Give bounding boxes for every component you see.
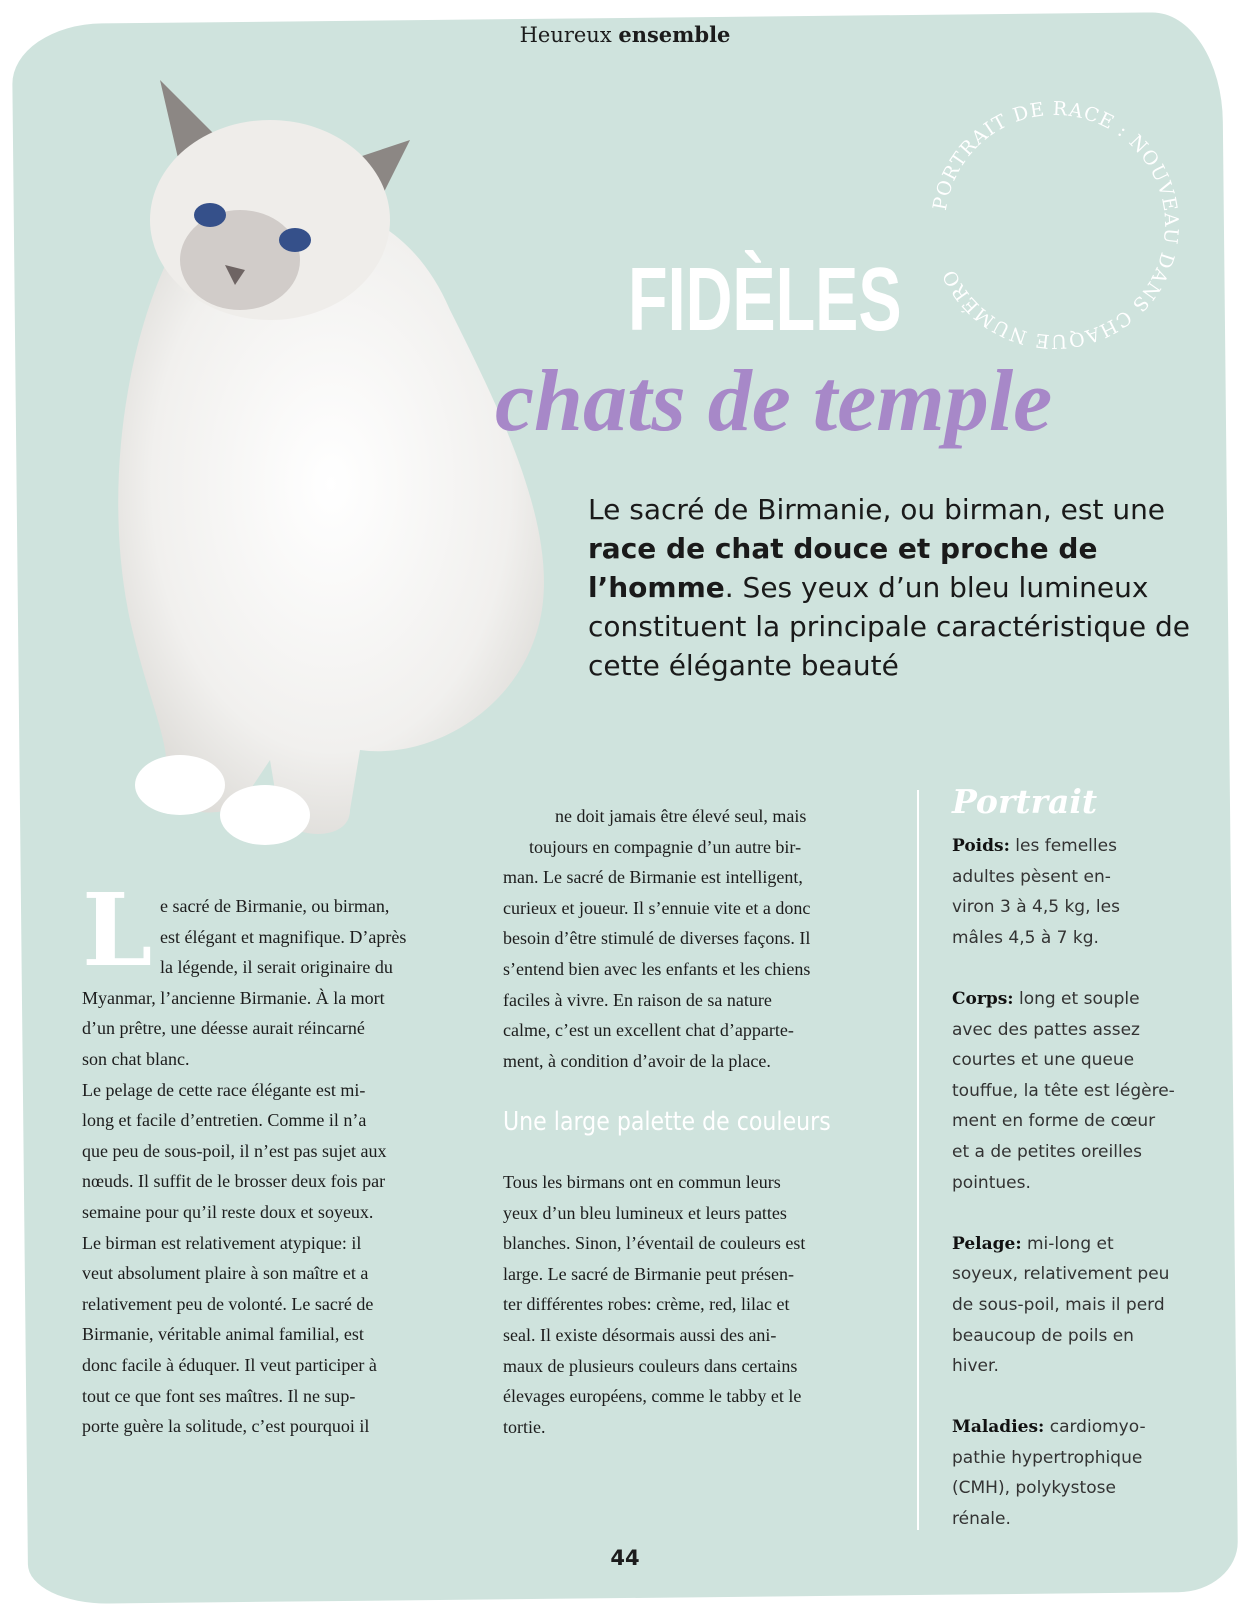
text-line: s’entend bien avec les enfants et les chiens (503, 958, 811, 979)
text-line: Le pelage de cette race élégante est mi- (82, 1079, 366, 1100)
lead-text-end: . Ses yeux d’un bleu lumineux constituent la principale caractéristique de cette élégante beauté (588, 571, 1190, 682)
fact-line (952, 892, 1187, 923)
lead-text: Le sacré de Birmanie, ou birman, est une (588, 493, 1166, 526)
fact-line (952, 831, 1187, 862)
text-line: veut absolument plaire à son maître et a (82, 1263, 369, 1284)
text-line: semaine pour qu’il reste doux et soyeux. (82, 1201, 374, 1222)
fact-text: hiver. (952, 1356, 999, 1377)
text-line: que peu de sous-poil, il n’est pas sujet aux (82, 1140, 387, 1161)
subheading: Une large palette de couleurs (503, 1107, 831, 1137)
text-line: faciles à vivre. En raison de sa nature (503, 989, 772, 1010)
fact-label: Pelage: (952, 1233, 1022, 1254)
fact-text: viron 3 à 4,5 kg, les (952, 897, 1120, 918)
fact-text: beaucoup de poils en (952, 1325, 1134, 1346)
text-line: maux de plusieurs couleurs dans certains (503, 1355, 798, 1376)
fact-line (952, 1321, 1187, 1352)
text-line: donc facile à éduquer. Il veut participer à (82, 1354, 377, 1375)
portrait-title: Portrait (952, 782, 1098, 821)
fact-text: les femelles (1009, 836, 1117, 856)
article-column-2 (503, 801, 893, 1076)
badge-text: PORTRAIT DE RACE : NOUVEAU DANS CHAQUE NUMÉRO (928, 97, 1183, 353)
fact-label: Maladies: (952, 1417, 1045, 1438)
text-line: ne doit jamais être élevé seul, mais (555, 806, 807, 826)
fact-line (952, 1443, 1187, 1474)
text-line: blanches. Sinon, l’éventail de couleurs est (503, 1233, 806, 1254)
fact-line (952, 1473, 1187, 1504)
lead-paragraph (588, 490, 1208, 685)
fact-text: touffue, la tête est légère- (952, 1080, 1175, 1101)
text-line: tortie. (503, 1416, 546, 1437)
text-line: e sacré de Birmanie, ou birman, (160, 896, 390, 916)
fact-line (952, 1351, 1187, 1382)
fact-line (952, 862, 1187, 893)
text-line: seal. Il existe désormais aussi des ani- (503, 1324, 777, 1345)
title-line-2: chats de temple (495, 353, 1053, 450)
column-divider (917, 790, 919, 1530)
portrait-facts (952, 831, 1187, 1535)
fact-line (952, 1137, 1187, 1168)
fact-line (952, 1076, 1187, 1107)
text-line: long et facile d’entretien. Comme il n’a (82, 1110, 367, 1131)
fact-text: mi-long et (1021, 1233, 1114, 1254)
text-line: ter différentes robes: crème, red, lilac et (503, 1294, 790, 1315)
fact-line (952, 923, 1187, 954)
fact-line (952, 1168, 1187, 1199)
fact-text: pointues. (952, 1172, 1031, 1193)
svg-text:PORTRAIT DE RACE : NOUVEAU DAN (929, 98, 1182, 352)
fact-label: Poids: (952, 836, 1010, 856)
fact-text: adultes pèsent en- (952, 866, 1111, 887)
text-line: large. Le sacré de Birmanie peut présen- (503, 1263, 795, 1284)
text-line: ment, à condition d’avoir de la place. (503, 1050, 771, 1071)
section-header (0, 22, 1250, 47)
fact-text: mâles 4,5 à 7 kg. (952, 927, 1099, 948)
article-column-1 (82, 871, 472, 1442)
text-line: Tous les birmans ont en commun leurs (503, 1172, 781, 1192)
title-line-1: FIDÈLES (628, 250, 902, 350)
text-line: est élégant et magnifique. D’après (160, 926, 407, 947)
fact-text: ment en forme de cœur (952, 1111, 1156, 1132)
birman-cat-photo (70, 60, 570, 860)
fact-text: de sous-poil, mais il perd (952, 1294, 1165, 1315)
fact-line (952, 1015, 1187, 1046)
text-line: d’un prêtre, une déesse aurait réincarné (82, 1018, 365, 1039)
fact-line (952, 1504, 1187, 1535)
fact-text: soyeux, relativement peu (952, 1264, 1170, 1285)
fact-text: avec des pattes assez (952, 1019, 1140, 1040)
text-line: élevages européens, comme le tabby et le (503, 1386, 802, 1407)
header-normal: Heureux (519, 23, 619, 47)
text-line: relativement peu de volonté. Le sacré de (82, 1293, 374, 1314)
text-line: toujours en compagnie d’un autre bir- (529, 836, 802, 857)
header-bold: ensemble (618, 22, 731, 47)
text-line: man. Le sacré de Birmanie est intelligent, (503, 867, 803, 888)
text-line: Le birman est relativement atypique: il (82, 1232, 362, 1253)
fact-text: rénale. (952, 1509, 1011, 1530)
drop-cap: L (82, 871, 153, 989)
fact-line (952, 1045, 1187, 1076)
fact-line (952, 1259, 1187, 1290)
article-column-2b (503, 1167, 805, 1442)
text-line: yeux d’un bleu lumineux et leurs pattes (503, 1202, 787, 1223)
fact-line (952, 1412, 1187, 1443)
lead-bold: race de chat douce et proche de l’homme (588, 532, 1098, 604)
text-line: son chat blanc. (82, 1048, 190, 1069)
fact-line (952, 1106, 1187, 1137)
fact-line (952, 1290, 1187, 1321)
text-line: tout ce que font ses maîtres. Il ne sup- (82, 1385, 356, 1406)
text-line: besoin d’être stimulé de diverses façons. Il (503, 928, 811, 949)
text-line: nœuds. Il suffit de le brosser deux fois par (82, 1171, 386, 1192)
fact-text: courtes et une queue (952, 1050, 1135, 1071)
fact-line (952, 1229, 1187, 1260)
fact-text: (CMH), polykystose (952, 1478, 1116, 1499)
text-line: Myanmar, l’ancienne Birmanie. À la mort (82, 987, 385, 1008)
text-line: porte guère la solitude, c’est pourquoi il (82, 1416, 370, 1437)
page-number: 44 (610, 1546, 640, 1570)
fact-text: long et souple (1013, 988, 1140, 1009)
fact-text: et a de petites oreilles (952, 1141, 1142, 1162)
text-line: calme, c’est un excellent chat d’apparte- (503, 1020, 794, 1041)
series-badge (925, 95, 1185, 355)
fact-label: Corps: (952, 988, 1014, 1009)
text-line: Birmanie, véritable animal familial, est (82, 1324, 364, 1345)
fact-text: cardiomyo- (1044, 1417, 1146, 1438)
text-line: la légende, il serait originaire du (160, 957, 393, 978)
fact-text: pathie hypertrophique (952, 1447, 1143, 1468)
text-line: curieux et joueur. Il s’ennuie vite et a donc (503, 897, 811, 918)
fact-line (952, 984, 1187, 1015)
